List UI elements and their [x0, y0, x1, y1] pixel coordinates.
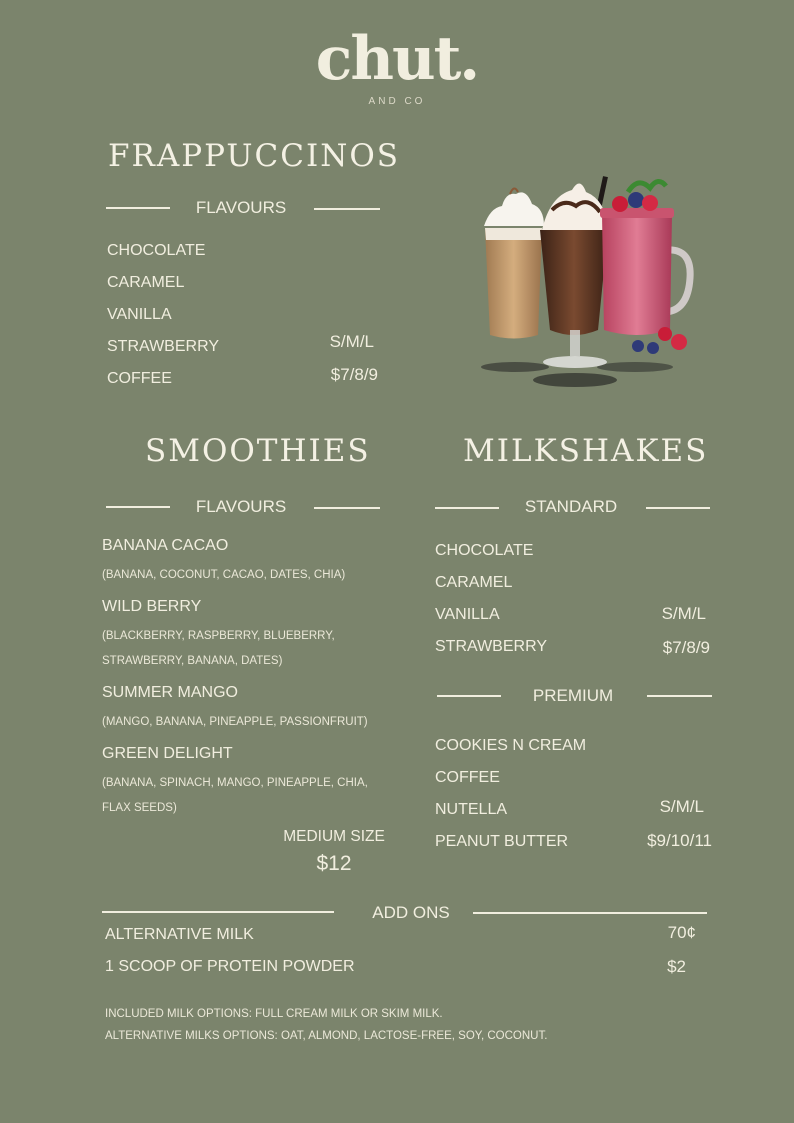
divider-line — [314, 208, 380, 210]
milk-options-note: INCLUDED MILK OPTIONS: FULL CREAM MILK OR SKIM MILK. — [105, 1008, 443, 1020]
smoothie-name: SUMMER MANGO — [102, 684, 238, 701]
milkshakes-title: MILKSHAKES — [463, 433, 709, 469]
smoothies-title: SMOOTHIES — [145, 433, 371, 469]
smoothie-ingredients: FLAX SEEDS) — [102, 802, 177, 814]
list-item: COOKIES N CREAM — [435, 737, 587, 754]
list-item: VANILLA — [107, 306, 172, 323]
list-item: VANILLA — [435, 606, 500, 623]
addon-price: $2 — [667, 957, 686, 976]
frappuccino-glass-icon — [484, 188, 544, 338]
list-item: COFFEE — [435, 769, 500, 786]
list-item: CARAMEL — [435, 574, 513, 591]
addon-name: 1 SCOOP OF PROTEIN POWDER — [105, 958, 355, 975]
smoothie-ingredients: (BLACKBERRY, RASPBERRY, BLUEBERRY, — [102, 630, 335, 642]
list-item: PEANUT BUTTER — [435, 833, 569, 850]
smoothies-subtitle: FLAVOURS — [195, 497, 287, 516]
milkshakes-premium-sizes: S/M/L — [659, 797, 704, 816]
smoothies-size-label: MEDIUM SIZE — [283, 828, 385, 845]
milkshakes-standard-sizes: S/M/L — [661, 604, 706, 623]
frappuccinos-sizes: S/M/L — [329, 332, 374, 351]
list-item: CARAMEL — [107, 274, 185, 291]
brand-subtitle: AND CO — [368, 96, 426, 107]
divider-line — [437, 695, 501, 697]
smoothie-ingredients: (BANANA, COCONUT, CACAO, DATES, CHIA) — [102, 569, 346, 581]
smoothie-ingredients: (BANANA, SPINACH, MANGO, PINEAPPLE, CHIA, — [102, 777, 368, 789]
milkshakes-standard-prices: $7/8/9 — [662, 638, 710, 657]
addon-price: 70¢ — [667, 923, 696, 942]
brand-logo: chut. — [315, 24, 479, 94]
shadow — [481, 362, 549, 372]
alternative-milks-note: ALTERNATIVE MILKS OPTIONS: OAT, ALMOND, LACTOSE-FREE, SOY, COCONUT. — [105, 1030, 548, 1042]
divider-line — [647, 695, 712, 697]
smoothie-name: BANANA CACAO — [102, 537, 229, 554]
smoothie-name: WILD BERRY — [102, 598, 202, 615]
list-item: CHOCOLATE — [435, 542, 534, 559]
divider-line — [106, 506, 170, 508]
frappuccinos-title: FRAPPUCCINOS — [108, 138, 400, 174]
divider-line — [102, 911, 334, 913]
list-item: STRAWBERRY — [107, 338, 220, 355]
smoothie-name: GREEN DELIGHT — [102, 745, 233, 762]
shadow — [597, 362, 673, 372]
divider-line — [646, 507, 710, 509]
shadow — [533, 373, 617, 387]
addon-name: ALTERNATIVE MILK — [105, 926, 254, 943]
drinks-illustration — [470, 170, 710, 395]
chocolate-milkshake-glass-icon — [540, 176, 608, 368]
milkshakes-premium-label: PREMIUM — [532, 686, 614, 705]
milkshakes-standard-label: STANDARD — [524, 497, 618, 516]
list-item: COFFEE — [107, 370, 172, 387]
divider-line — [314, 507, 380, 509]
divider-line — [435, 507, 499, 509]
list-item: NUTELLA — [435, 801, 508, 818]
addons-label: ADD ONS — [372, 903, 450, 922]
list-item: STRAWBERRY — [435, 638, 548, 655]
frappuccinos-prices: $7/8/9 — [330, 365, 378, 384]
divider-line — [106, 207, 170, 209]
milkshakes-premium-prices: $9/10/11 — [647, 831, 712, 850]
berry-smoothie-jar-icon — [600, 181, 690, 354]
list-item: CHOCOLATE — [107, 242, 206, 259]
frappuccinos-subtitle: FLAVOURS — [195, 198, 287, 217]
smoothie-ingredients: STRAWBERRY, BANANA, DATES) — [102, 655, 283, 667]
smoothies-price: $12 — [316, 852, 352, 875]
divider-line — [473, 912, 707, 914]
smoothie-ingredients: (MANGO, BANANA, PINEAPPLE, PASSIONFRUIT) — [102, 716, 368, 728]
